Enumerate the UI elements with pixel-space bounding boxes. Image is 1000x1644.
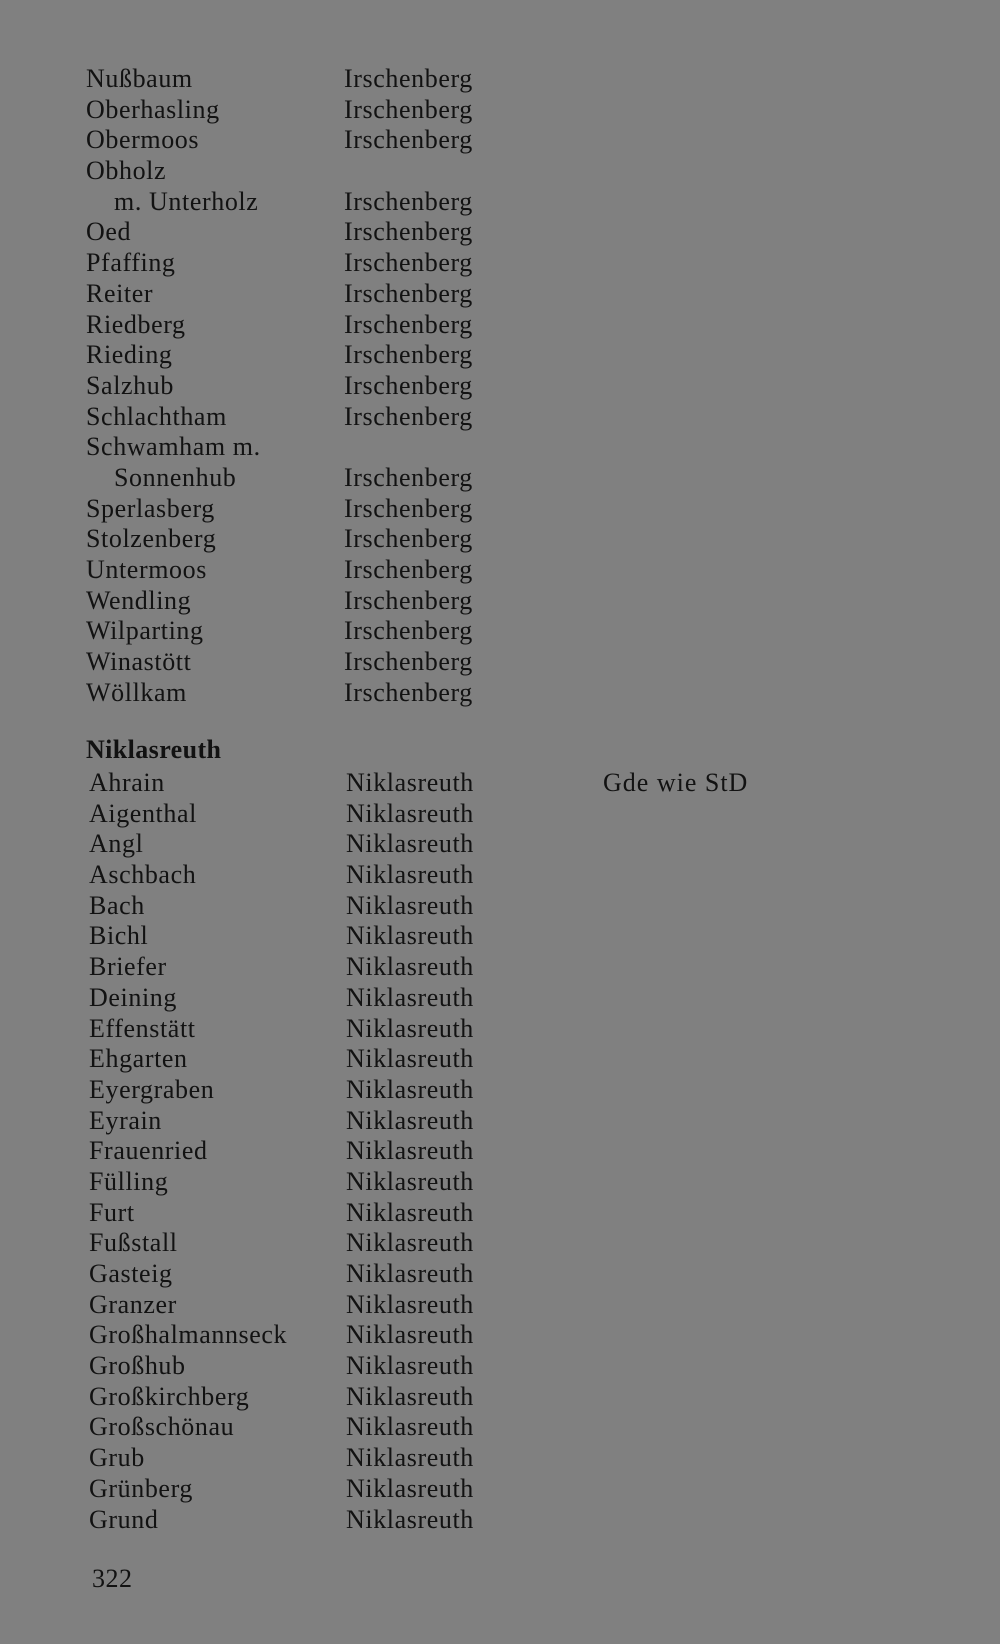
place-name: Briefer: [89, 952, 167, 982]
place-name: Wöllkam: [86, 677, 187, 707]
municipality-name: Irschenberg: [344, 462, 473, 492]
place-name: Angl: [89, 829, 144, 859]
municipality-name: Niklasreuth: [346, 1166, 474, 1196]
place-name: Schwamham m.: [86, 432, 261, 462]
list-item: [0, 402, 1000, 433]
place-name: Frauenried: [89, 1136, 208, 1166]
place-name: Wilparting: [86, 616, 204, 646]
list-item: [0, 586, 1000, 617]
municipality-name: Niklasreuth: [346, 1320, 474, 1350]
municipality-name: Niklasreuth: [346, 1197, 474, 1227]
municipality-name: Niklasreuth: [346, 982, 474, 1012]
list-item: [0, 1106, 1000, 1137]
municipality-name: Niklasreuth: [346, 952, 474, 982]
list-item: [0, 524, 1000, 555]
list-item: [0, 432, 1000, 463]
place-name: Aigenthal: [89, 798, 197, 828]
place-name: Bichl: [89, 921, 149, 951]
list-item: [0, 1382, 1000, 1413]
municipality-name: Niklasreuth: [346, 1074, 474, 1104]
municipality-name: Niklasreuth: [346, 1259, 474, 1288]
list-item: [0, 156, 1000, 187]
list-item: [0, 1290, 1000, 1321]
list-item: [0, 829, 1000, 860]
list-item: [0, 921, 1000, 952]
list-item: [0, 248, 1000, 279]
list-item: [0, 1320, 1000, 1351]
list-item: [0, 1167, 1000, 1198]
list-item: [0, 1351, 1000, 1382]
place-name: Nußbaum: [86, 64, 193, 93]
municipality-name: Niklasreuth: [346, 860, 474, 890]
list-item: [0, 1075, 1000, 1106]
list-item: [0, 1136, 1000, 1167]
list-item: [0, 952, 1000, 983]
municipality-name: Niklasreuth: [346, 1136, 474, 1166]
municipality-name: Niklasreuth: [346, 1473, 474, 1503]
municipality-name: Irschenberg: [344, 217, 473, 247]
municipality-name: Niklasreuth: [346, 1412, 474, 1442]
list-item: [0, 217, 1000, 248]
list-item: [0, 647, 1000, 678]
municipality-name: Irschenberg: [344, 555, 473, 584]
place-name: Deining: [89, 982, 177, 1012]
list-item: [0, 1198, 1000, 1229]
place-name: Ehgarten: [89, 1044, 188, 1074]
place-name: Großhub: [89, 1351, 186, 1381]
list-item: [0, 64, 1000, 95]
municipality-name: Niklasreuth: [346, 1504, 474, 1534]
place-name: Effenstätt: [89, 1013, 196, 1043]
municipality-name: Niklasreuth: [346, 1381, 474, 1411]
municipality-name: Irschenberg: [344, 493, 473, 523]
place-name: Grund: [89, 1504, 159, 1534]
place-name: Furt: [89, 1197, 135, 1227]
list-item: [0, 95, 1000, 126]
place-name: Sperlasberg: [86, 493, 215, 523]
list-item: [0, 279, 1000, 310]
list-item: [0, 1443, 1000, 1474]
place-name: Untermoos: [86, 555, 207, 584]
place-name: Bach: [89, 890, 145, 920]
niklasreuth-entries: [0, 768, 1000, 1535]
place-name: Riedberg: [86, 309, 186, 339]
place-name: Oed: [86, 217, 132, 247]
place-name: Wendling: [86, 585, 192, 615]
municipality-name: Niklasreuth: [346, 829, 474, 859]
municipality-name: Irschenberg: [344, 125, 473, 155]
municipality-name: Irschenberg: [344, 278, 473, 308]
list-item: [0, 1505, 1000, 1536]
municipality-name: Irschenberg: [344, 585, 473, 615]
list-item: [0, 494, 1000, 525]
irschenberg-entries: [0, 64, 1000, 708]
municipality-name: Niklasreuth: [346, 890, 474, 920]
list-item: [0, 1474, 1000, 1505]
list-item: [0, 1044, 1000, 1075]
municipality-name: Niklasreuth: [346, 768, 474, 797]
place-name: Oberhasling: [86, 94, 220, 124]
municipality-name: Irschenberg: [344, 401, 473, 431]
municipality-name: Irschenberg: [344, 248, 473, 278]
place-name: Obermoos: [86, 125, 200, 155]
municipality-name: Niklasreuth: [346, 1044, 474, 1074]
municipality-name: Irschenberg: [344, 64, 473, 93]
list-item: [0, 860, 1000, 891]
municipality-name: Niklasreuth: [346, 798, 474, 828]
list-item: [0, 799, 1000, 830]
place-name: Obholz: [86, 156, 167, 186]
municipality-name: Irschenberg: [344, 524, 473, 554]
place-name: Winastött: [86, 647, 192, 677]
place-name: Großschönau: [89, 1412, 235, 1442]
municipality-name: Irschenberg: [344, 186, 473, 216]
list-item: [0, 310, 1000, 341]
municipality-name: Irschenberg: [344, 94, 473, 124]
list-item: [0, 340, 1000, 371]
municipality-name: Niklasreuth: [346, 1105, 474, 1135]
place-name: Rieding: [86, 340, 173, 370]
municipality-name: Irschenberg: [344, 370, 473, 400]
municipality-name: Niklasreuth: [346, 1228, 474, 1258]
list-item: [0, 616, 1000, 647]
place-name: Fülling: [89, 1166, 169, 1196]
municipality-name: Niklasreuth: [346, 921, 474, 951]
municipality-name: Niklasreuth: [346, 1289, 474, 1319]
page-number: 322: [92, 1564, 133, 1593]
list-item: [0, 1259, 1000, 1290]
list-item: [0, 371, 1000, 402]
municipality-name: Irschenberg: [344, 340, 473, 370]
list-item: [0, 187, 1000, 218]
place-name-continuation: Sonnenhub: [114, 462, 237, 492]
municipality-name: Irschenberg: [344, 309, 473, 339]
place-name-continuation: m. Unterholz: [114, 186, 259, 216]
place-name: Ahrain: [89, 768, 165, 797]
note-text: Gde wie StD: [603, 768, 749, 797]
place-name: Eyrain: [89, 1105, 162, 1135]
list-item: [0, 125, 1000, 156]
list-item: [0, 678, 1000, 709]
list-item: [0, 1228, 1000, 1259]
place-name: Salzhub: [86, 370, 174, 400]
list-item: [0, 891, 1000, 922]
place-name: Stolzenberg: [86, 524, 217, 554]
list-item: [0, 983, 1000, 1014]
list-item: [0, 555, 1000, 586]
municipality-name: Niklasreuth: [346, 1351, 474, 1381]
place-name: Schlachtham: [86, 401, 227, 431]
municipality-name: Niklasreuth: [346, 1013, 474, 1043]
place-name: Grünberg: [89, 1473, 193, 1503]
municipality-name: Irschenberg: [344, 616, 473, 646]
place-name: Pfaffing: [86, 248, 176, 278]
list-item: [0, 1014, 1000, 1045]
municipality-name: Niklasreuth: [346, 1443, 474, 1473]
section-heading: Niklasreuth: [86, 735, 222, 764]
list-item: [0, 768, 1000, 799]
municipality-name: Irschenberg: [344, 677, 473, 707]
list-item: [0, 463, 1000, 494]
place-name: Granzer: [89, 1289, 177, 1319]
place-name: Grub: [89, 1443, 145, 1473]
list-item: [0, 1412, 1000, 1443]
place-name: Fußstall: [89, 1228, 178, 1258]
place-name: Eyergraben: [89, 1074, 215, 1104]
municipality-name: Irschenberg: [344, 647, 473, 677]
place-name: Großkirchberg: [89, 1381, 250, 1411]
place-name: Großhalmannseck: [89, 1320, 288, 1350]
place-name: Reiter: [86, 278, 154, 308]
place-name: Aschbach: [89, 860, 197, 890]
place-name: Gasteig: [89, 1259, 173, 1288]
